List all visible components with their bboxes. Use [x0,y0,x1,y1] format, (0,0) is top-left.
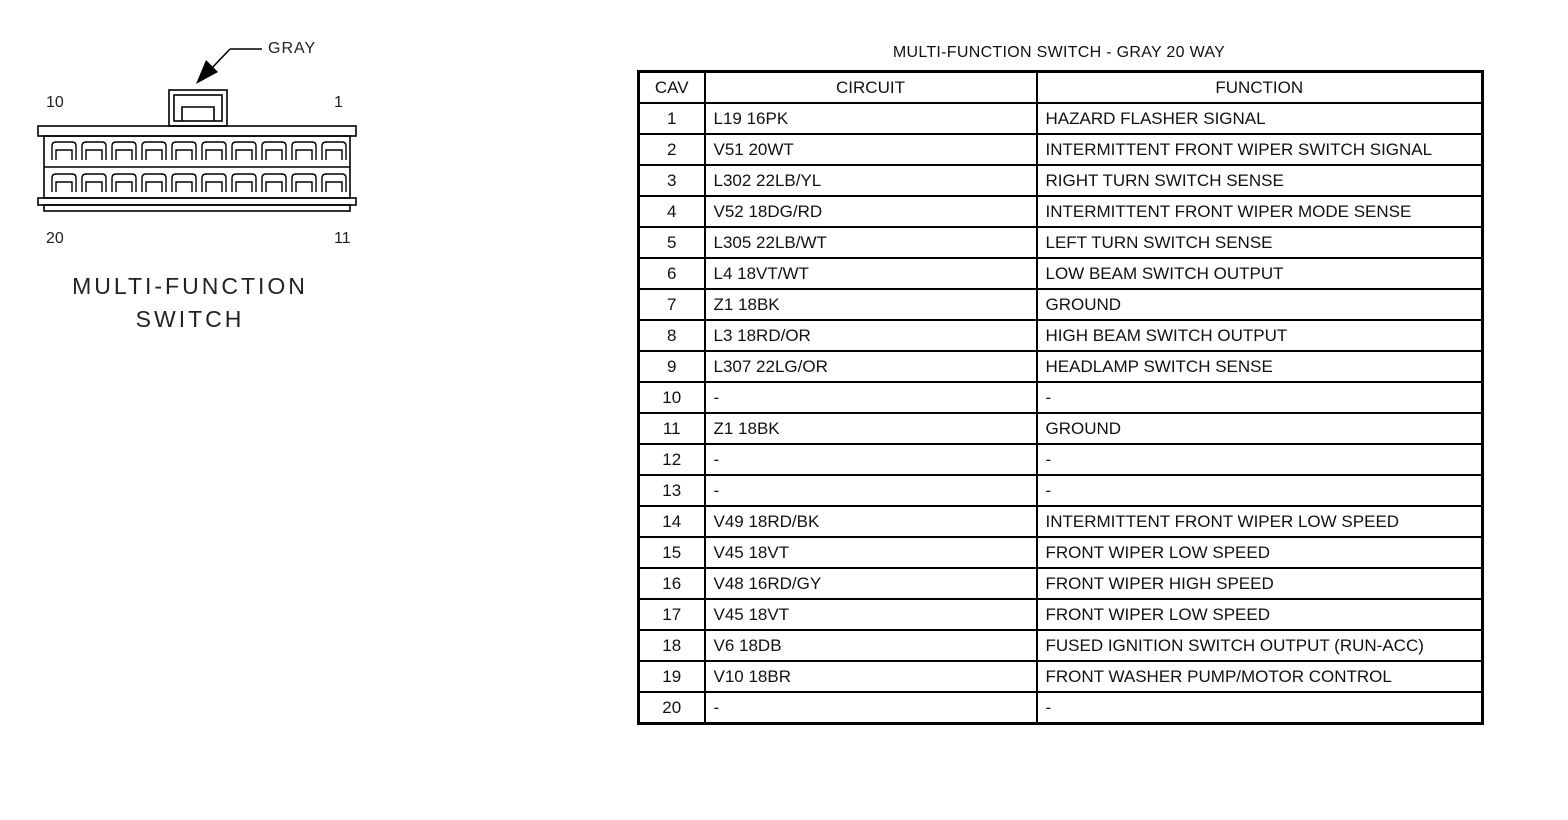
pin-label-top-left: 10 [46,94,64,111]
cav-cell: 9 [639,351,705,382]
cav-cell: 14 [639,506,705,537]
header-function: FUNCTION [1037,72,1483,104]
table-row [639,382,1483,413]
circuit-cell: - [705,475,1037,506]
connector-cavity [52,174,76,192]
table-row [639,661,1483,692]
table-row [639,351,1483,382]
cav-cell: 15 [639,537,705,568]
table-row [639,537,1483,568]
cav-cell: 18 [639,630,705,661]
connector-drawing [30,30,370,260]
cav-cell: 13 [639,475,705,506]
function-cell: GROUND [1037,413,1483,444]
connector-cavity [142,142,166,160]
circuit-cell: V51 20WT [705,134,1037,165]
table-title: MULTI-FUNCTION SWITCH - GRAY 20 WAY [892,44,1226,61]
function-cell: FUSED IGNITION SWITCH OUTPUT (RUN-ACC) [1037,630,1483,661]
circuit-cell: L19 16PK [705,103,1037,134]
pin-label-bottom-right: 11 [334,230,351,247]
circuit-cell: V52 18DG/RD [705,196,1037,227]
function-cell: INTERMITTENT FRONT WIPER SWITCH SIGNAL [1037,134,1483,165]
table-row [639,630,1483,661]
table-row [639,103,1483,134]
table-row [639,475,1483,506]
cav-cell: 8 [639,320,705,351]
connector-cavity [82,142,106,160]
circuit-cell: L3 18RD/OR [705,320,1037,351]
connector-caption: MULTI-FUNCTION SWITCH [72,273,308,332]
circuit-cell: V45 18VT [705,537,1037,568]
circuit-cell: V10 18BR [705,661,1037,692]
connector-cavity [202,142,226,160]
pinout-table [637,70,1484,725]
connector-cavity [112,142,136,160]
housing-color-label: GRAY [268,40,317,57]
connector-cavity [262,142,286,160]
latch-pointer-arrow [196,49,262,84]
function-cell: FRONT WIPER LOW SPEED [1037,599,1483,630]
connector-cavity [172,142,196,160]
connector-housing [38,126,356,211]
function-cell: - [1037,692,1483,724]
circuit-cell: L307 22LG/OR [705,351,1037,382]
function-cell: FRONT WIPER HIGH SPEED [1037,568,1483,599]
function-cell: HAZARD FLASHER SIGNAL [1037,103,1483,134]
pin-label-top-right: 1 [334,94,343,111]
cav-cell: 19 [639,661,705,692]
circuit-cell: L305 22LB/WT [705,227,1037,258]
function-cell: INTERMITTENT FRONT WIPER LOW SPEED [1037,506,1483,537]
table-row [639,692,1483,724]
connector-cavity [82,174,106,192]
connector-cavity [292,174,316,192]
connector-cavity [322,142,346,160]
header-cav: CAV [639,72,705,104]
function-cell: LEFT TURN SWITCH SENSE [1037,227,1483,258]
function-cell: FRONT WIPER LOW SPEED [1037,537,1483,568]
cav-cell: 6 [639,258,705,289]
circuit-cell: L302 22LB/YL [705,165,1037,196]
circuit-cell: - [705,382,1037,413]
function-cell: GROUND [1037,289,1483,320]
connector-cavity [202,174,226,192]
table-row [639,568,1483,599]
circuit-cell: V45 18VT [705,599,1037,630]
table-row [639,258,1483,289]
table-row [639,599,1483,630]
table-row [639,413,1483,444]
function-cell: HIGH BEAM SWITCH OUTPUT [1037,320,1483,351]
circuit-cell: Z1 18BK [705,413,1037,444]
circuit-cell: V6 18DB [705,630,1037,661]
table-row [639,227,1483,258]
function-cell: - [1037,475,1483,506]
cav-cell: 17 [639,599,705,630]
function-cell: FRONT WASHER PUMP/MOTOR CONTROL [1037,661,1483,692]
function-cell: - [1037,444,1483,475]
connector-cavity [142,174,166,192]
pin-label-bottom-left: 20 [46,230,64,247]
connector-cavity [232,142,256,160]
circuit-cell: - [705,692,1037,724]
cav-cell: 10 [639,382,705,413]
cav-cell: 16 [639,568,705,599]
cav-cell: 5 [639,227,705,258]
table-row [639,444,1483,475]
circuit-cell: V49 18RD/BK [705,506,1037,537]
circuit-cell: - [705,444,1037,475]
cav-cell: 1 [639,103,705,134]
connector-cavity [172,174,196,192]
cav-cell: 3 [639,165,705,196]
cav-cell: 12 [639,444,705,475]
connector-cavity [232,174,256,192]
function-cell: INTERMITTENT FRONT WIPER MODE SENSE [1037,196,1483,227]
connector-cavity [52,142,76,160]
table-row [639,165,1483,196]
circuit-cell: L4 18VT/WT [705,258,1037,289]
cav-cell: 20 [639,692,705,724]
cav-cell: 11 [639,413,705,444]
circuit-cell: Z1 18BK [705,289,1037,320]
table-row [639,506,1483,537]
table-header-row [639,72,1483,104]
table-row [639,196,1483,227]
cav-cell: 7 [639,289,705,320]
table-row [639,289,1483,320]
pinout-table-body [639,103,1483,724]
function-cell: - [1037,382,1483,413]
connector-cavity [262,174,286,192]
circuit-cell: V48 16RD/GY [705,568,1037,599]
connector-cavity [322,174,346,192]
function-cell: RIGHT TURN SWITCH SENSE [1037,165,1483,196]
connector-cavity [112,174,136,192]
header-circuit: CIRCUIT [705,72,1037,104]
table-row [639,320,1483,351]
connector-latch [169,90,227,126]
function-cell: LOW BEAM SWITCH OUTPUT [1037,258,1483,289]
cav-cell: 2 [639,134,705,165]
table-row [639,134,1483,165]
function-cell: HEADLAMP SWITCH SENSE [1037,351,1483,382]
connector-cavity [292,142,316,160]
cav-cell: 4 [639,196,705,227]
